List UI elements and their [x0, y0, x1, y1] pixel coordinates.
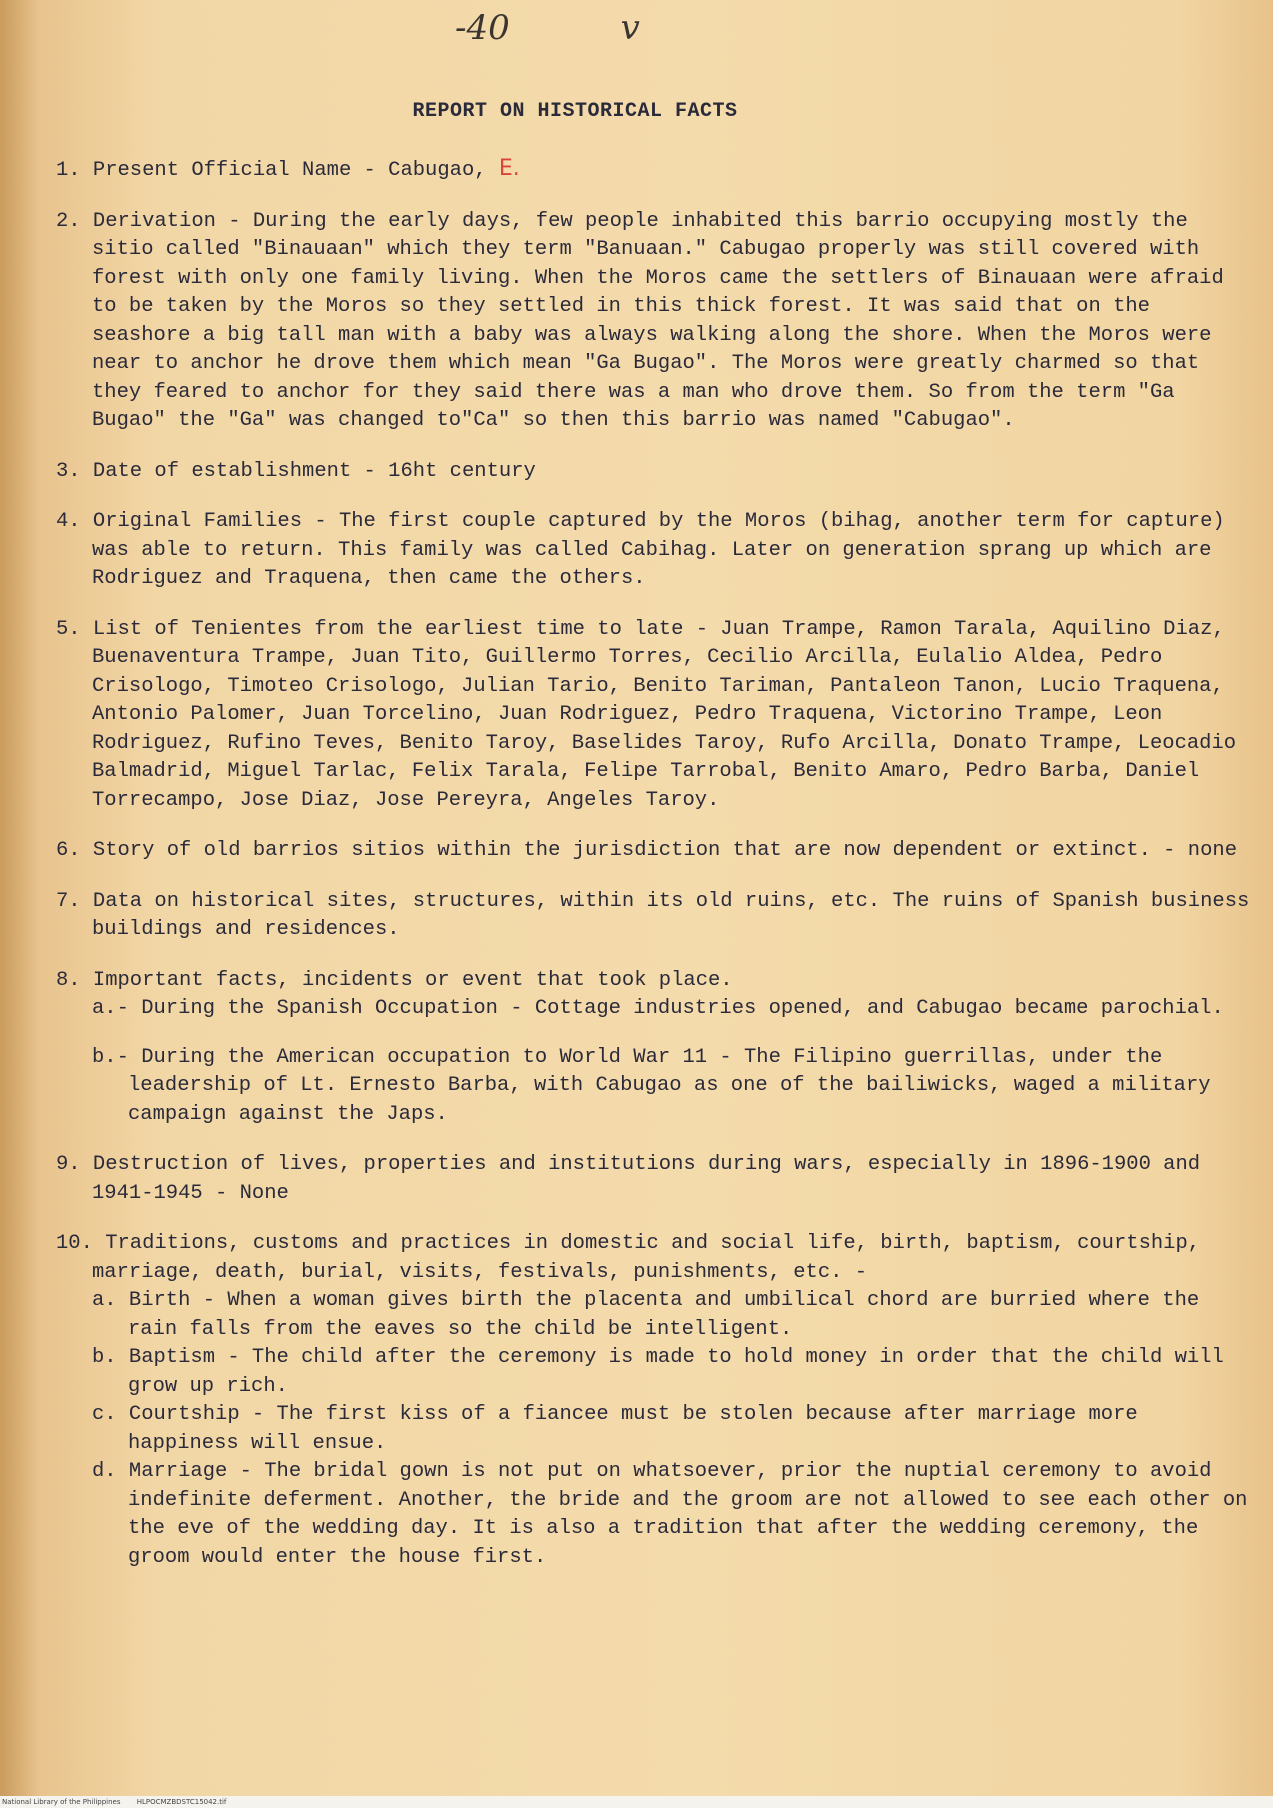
item-10	[56, 1230, 1260, 1572]
item-8-a: a.- During the Spanish Occupation - Cottage industries opened, and Cabugao became parochial.	[92, 997, 1224, 1020]
item-8-text: 8. Important facts, incidents or event that took place.	[56, 968, 733, 992]
item-10-a: a. Birth - When a woman gives birth the placenta and umbilical chord are burried where the rain falls from the eaves so the child be intelligent.	[92, 1289, 1212, 1341]
item-10-b: b. Baptism - The child after the ceremony is made to hold money in order that the child will grow up rich.	[92, 1346, 1237, 1398]
item-10-c: c. Courtship - The first kiss of a fiancee must be stolen because after marriage more happiness will ensue.	[92, 1403, 1150, 1455]
red-annotation: E.	[498, 156, 520, 181]
item-1	[56, 155, 1256, 186]
initial-mark: v	[620, 8, 640, 48]
item-5-text: 5. List of Tenientes from the earliest time to late - Juan Trampe, Ramon Tarala, Aquilino Diaz, Buenaventura Trampe, Juan Tito, Guillermo Torres, Cecilio Arcilla, Eulalio Aldea, Pedro Crisologo, Timoteo Crisologo, Julian Tario, Benito Tariman, Pantaleon Tanon, Lucio Traquena, Antonio Palomer, Juan Torcelino, Juan Rodriguez, Pedro Traquena, Victorino Trampe, Leon Rodriguez, Rufino Teves, Benito Taroy, Baselides Taroy, Rufo Arcilla, Donato Trampe, Leocadio Balmadrid, Miguel Tarlac, Felix Tarala, Felipe Tarrobal, Benito Amaro, Pedro Barba, Daniel Torrecampo, Jose Diaz, Jose Pereyra, Angeles Taroy.	[56, 617, 1249, 812]
item-4	[56, 508, 1256, 594]
item-6-text: 6. Story of old barrios sitios within the jurisdiction that are now dependent or extinct. - none	[56, 839, 1237, 862]
item-5	[56, 616, 1256, 816]
page-title: REPORT ON HISTORICAL FACTS	[412, 100, 738, 123]
item-3	[56, 458, 1256, 487]
item-9	[56, 1151, 1256, 1208]
item-8	[56, 967, 1256, 1130]
footer-file: HLPOCMZBDSTC15042.tif	[136, 1798, 227, 1806]
item-2	[56, 208, 1256, 436]
item-10-text: 10. Traditions, customs and practices in domestic and social life, birth, baptism, courtship, marriage, death, burial, visits, festivals, punishments, etc. -	[56, 1232, 1213, 1284]
footer-library: National Library of the Philippines	[2, 1798, 121, 1806]
item-9-text: 9. Destruction of lives, properties and institutions during wars, especially in 1896-1900 and 1941-1945 - None	[56, 1153, 1213, 1205]
item-10-d: d. Marriage - The bridal gown is not put on whatsoever, prior the nuptial ceremony to avoid indefinite deferment. Another, the bride and the groom are not allowed to see each other on the eve of the wedding day. It is also a tradition that after the wedding ceremony, the groom would enter the house first.	[92, 1460, 1260, 1569]
item-1-text: 1. Present Official Name - Cabugao,	[56, 159, 487, 182]
item-6	[56, 837, 1256, 866]
item-7	[56, 888, 1262, 945]
page-number: -40	[455, 8, 510, 48]
page-marks	[455, 8, 740, 48]
item-8-b: b.- During the American occupation to World War 11 - The Filipino guerrillas, under the leadership of Lt. Ernesto Barba, with Cabugao as one of the bailiwicks, waged a military campaign against the Japs.	[92, 1045, 1223, 1126]
item-2-text: 2. Derivation - During the early days, few people inhabited this barrio occupying mostly the sitio called "Binauaan" which they term "Banuaan." Cabugao properly was still covered with forest with only one family living. When the Moros came the settlers of Binauaan were afraid to be taken by the Moros so they settled in this thick forest. It was said that on the seashore a big tall man with a baby was always walking along the shore. When the Moros were near to anchor he drove them which mean "Ga Bugao". The Moros were greatly charmed so that they feared to anchor for they said there was a man who drove them. So from the term "Ga Bugao" the "Ga" was changed to"Ca" so then this barrio was named "Cabugao".	[56, 209, 1237, 432]
item-7-text: 7. Data on historical sites, structures, within its old ruins, etc. The ruins of Spanish business buildings and residences.	[56, 889, 1262, 941]
scan-footer	[0, 1796, 1273, 1808]
report-body	[56, 155, 1262, 1594]
item-3-text: 3. Date of establishment - 16ht century	[56, 459, 536, 483]
item-4-text: 4. Original Families - The first couple captured by the Moros (bihag, another term for capture) was able to return. This family was called Cabihag. Later on generation sprang up which are Rodriguez and Traquena, then came the others.	[56, 510, 1238, 590]
